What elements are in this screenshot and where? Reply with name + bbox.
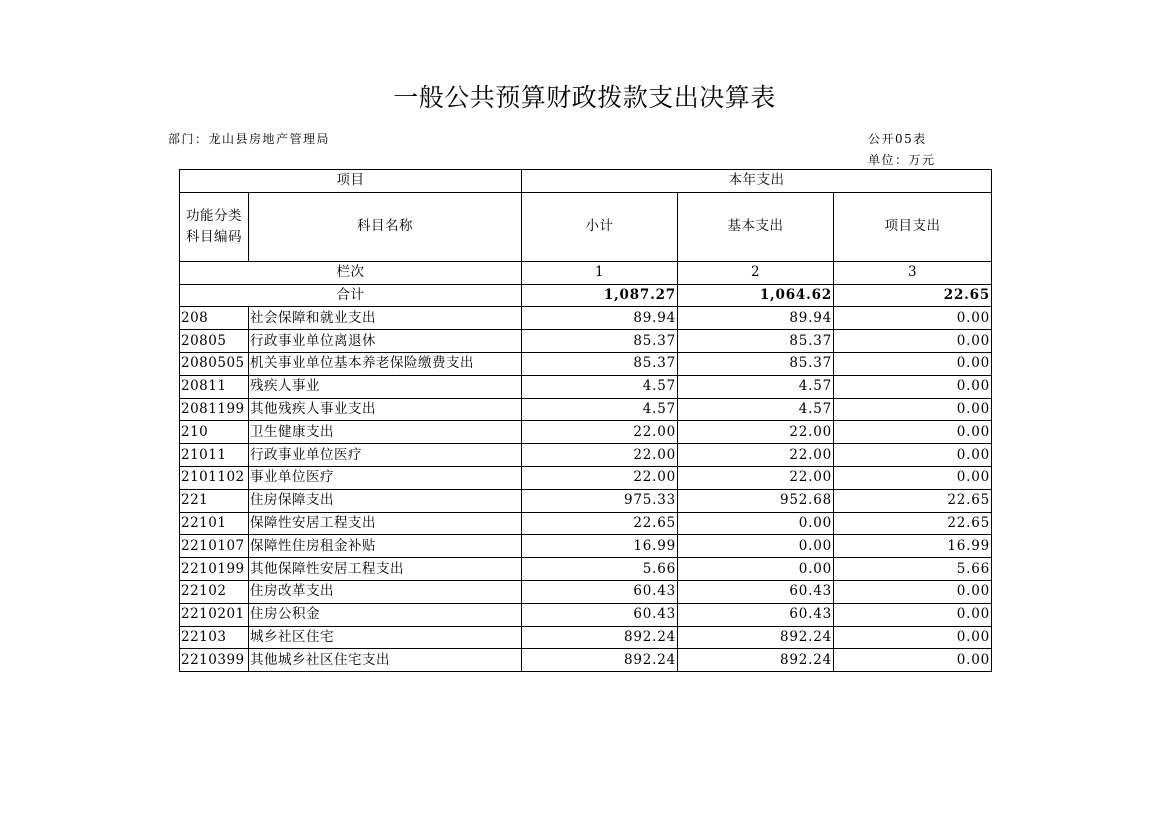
row-basic: 4.57 bbox=[678, 398, 834, 421]
table-row bbox=[180, 375, 992, 398]
header-subject-name: 科目名称 bbox=[249, 192, 522, 261]
row-project: 0.00 bbox=[834, 398, 992, 421]
row-code: 20805 bbox=[180, 330, 249, 353]
row-subtotal: 975.33 bbox=[522, 489, 678, 512]
table-row bbox=[180, 649, 992, 672]
row-basic: 85.37 bbox=[678, 330, 834, 353]
row-code: 2101102 bbox=[180, 466, 249, 489]
header-func-code-line2: 科目编码 bbox=[186, 228, 242, 245]
row-basic: 22.00 bbox=[678, 444, 834, 467]
row-basic: 60.43 bbox=[678, 603, 834, 626]
header-subtotal: 小计 bbox=[522, 192, 678, 261]
table-row bbox=[180, 535, 992, 558]
row-subject-name: 其他残疾人事业支出 bbox=[249, 398, 522, 421]
header-row-1 bbox=[180, 170, 992, 193]
row-basic: 952.68 bbox=[678, 489, 834, 512]
expenditure-table bbox=[179, 169, 992, 672]
row-project: 5.66 bbox=[834, 558, 992, 581]
row-code: 20811 bbox=[180, 375, 249, 398]
row-subject-name: 行政事业单位离退休 bbox=[249, 330, 522, 353]
header-project: 项目 bbox=[180, 170, 522, 193]
row-code: 2080505 bbox=[180, 352, 249, 375]
column-index-3: 3 bbox=[834, 261, 992, 284]
row-subtotal: 85.37 bbox=[522, 330, 678, 353]
row-basic: 60.43 bbox=[678, 580, 834, 603]
table-row bbox=[180, 398, 992, 421]
row-subject-name: 住房公积金 bbox=[249, 603, 522, 626]
row-project: 0.00 bbox=[834, 466, 992, 489]
department-label: 部门：龙山县房地产管理局 bbox=[168, 132, 331, 146]
table-row bbox=[180, 603, 992, 626]
row-subtotal: 4.57 bbox=[522, 398, 678, 421]
row-project: 0.00 bbox=[834, 375, 992, 398]
row-basic: 0.00 bbox=[678, 535, 834, 558]
table-row bbox=[180, 580, 992, 603]
row-subtotal: 5.66 bbox=[522, 558, 678, 581]
column-index-1: 1 bbox=[522, 261, 678, 284]
table-row bbox=[180, 489, 992, 512]
row-code: 2081199 bbox=[180, 398, 249, 421]
row-basic: 22.00 bbox=[678, 466, 834, 489]
header-basic: 基本支出 bbox=[678, 192, 834, 261]
row-project: 0.00 bbox=[834, 352, 992, 375]
total-label: 合计 bbox=[180, 284, 522, 307]
row-code: 2210199 bbox=[180, 558, 249, 581]
row-subject-name: 其他城乡社区住宅支出 bbox=[249, 649, 522, 672]
row-project: 0.00 bbox=[834, 421, 992, 444]
row-project: 0.00 bbox=[834, 307, 992, 330]
header-project-exp: 项目支出 bbox=[834, 192, 992, 261]
row-subtotal: 89.94 bbox=[522, 307, 678, 330]
row-code: 22103 bbox=[180, 626, 249, 649]
row-subtotal: 60.43 bbox=[522, 603, 678, 626]
row-subject-name: 保障性安居工程支出 bbox=[249, 512, 522, 535]
row-basic: 85.37 bbox=[678, 352, 834, 375]
table-row bbox=[180, 421, 992, 444]
table-row bbox=[180, 444, 992, 467]
row-project: 16.99 bbox=[834, 535, 992, 558]
row-subject-name: 其他保障性安居工程支出 bbox=[249, 558, 522, 581]
row-subject-name: 住房保障支出 bbox=[249, 489, 522, 512]
row-subtotal: 4.57 bbox=[522, 375, 678, 398]
row-code: 2210201 bbox=[180, 603, 249, 626]
row-project: 0.00 bbox=[834, 626, 992, 649]
row-project: 0.00 bbox=[834, 603, 992, 626]
row-subtotal: 16.99 bbox=[522, 535, 678, 558]
row-basic: 0.00 bbox=[678, 512, 834, 535]
row-subtotal: 22.00 bbox=[522, 444, 678, 467]
row-subject-name: 保障性住房租金补贴 bbox=[249, 535, 522, 558]
row-code: 210 bbox=[180, 421, 249, 444]
row-subject-name: 行政事业单位医疗 bbox=[249, 444, 522, 467]
total-basic: 1,064.62 bbox=[678, 284, 834, 307]
column-index-label: 栏次 bbox=[180, 261, 522, 284]
row-subtotal: 892.24 bbox=[522, 626, 678, 649]
column-index-2: 2 bbox=[678, 261, 834, 284]
page-title: 一般公共预算财政拨款支出决算表 bbox=[393, 83, 776, 112]
row-subtotal: 85.37 bbox=[522, 352, 678, 375]
row-basic: 22.00 bbox=[678, 421, 834, 444]
row-subject-name: 事业单位医疗 bbox=[249, 466, 522, 489]
row-basic: 89.94 bbox=[678, 307, 834, 330]
header-current-year: 本年支出 bbox=[522, 170, 992, 193]
row-subtotal: 22.00 bbox=[522, 421, 678, 444]
table-row bbox=[180, 307, 992, 330]
row-code: 2210399 bbox=[180, 649, 249, 672]
row-basic: 0.00 bbox=[678, 558, 834, 581]
header-func-code bbox=[180, 192, 249, 261]
row-project: 0.00 bbox=[834, 444, 992, 467]
row-subject-name: 卫生健康支出 bbox=[249, 421, 522, 444]
row-project: 0.00 bbox=[834, 580, 992, 603]
row-code: 21011 bbox=[180, 444, 249, 467]
total-row bbox=[180, 284, 992, 307]
row-project: 22.65 bbox=[834, 512, 992, 535]
row-code: 208 bbox=[180, 307, 249, 330]
row-subtotal: 22.65 bbox=[522, 512, 678, 535]
row-code: 22102 bbox=[180, 580, 249, 603]
row-basic: 4.57 bbox=[678, 375, 834, 398]
table-row bbox=[180, 466, 992, 489]
row-subject-name: 机关事业单位基本养老保险缴费支出 bbox=[249, 352, 522, 375]
unit-label: 单位：万元 bbox=[868, 153, 936, 167]
form-number: 公开05表 bbox=[868, 132, 927, 146]
row-code: 22101 bbox=[180, 512, 249, 535]
table-row bbox=[180, 626, 992, 649]
row-code: 221 bbox=[180, 489, 249, 512]
row-subject-name: 住房改革支出 bbox=[249, 580, 522, 603]
row-subtotal: 60.43 bbox=[522, 580, 678, 603]
table-row bbox=[180, 330, 992, 353]
row-subject-name: 社会保障和就业支出 bbox=[249, 307, 522, 330]
row-project: 22.65 bbox=[834, 489, 992, 512]
row-project: 0.00 bbox=[834, 330, 992, 353]
total-subtotal: 1,087.27 bbox=[522, 284, 678, 307]
row-subject-name: 城乡社区住宅 bbox=[249, 626, 522, 649]
row-basic: 892.24 bbox=[678, 649, 834, 672]
table-row bbox=[180, 558, 992, 581]
table-row bbox=[180, 512, 992, 535]
header-func-code-line1: 功能分类 bbox=[186, 207, 242, 224]
row-subtotal: 22.00 bbox=[522, 466, 678, 489]
row-subject-name: 残疾人事业 bbox=[249, 375, 522, 398]
row-subtotal: 892.24 bbox=[522, 649, 678, 672]
total-project: 22.65 bbox=[834, 284, 992, 307]
header-row-2 bbox=[180, 192, 992, 261]
column-index-row bbox=[180, 261, 992, 284]
row-project: 0.00 bbox=[834, 649, 992, 672]
table-row bbox=[180, 352, 992, 375]
row-basic: 892.24 bbox=[678, 626, 834, 649]
row-code: 2210107 bbox=[180, 535, 249, 558]
